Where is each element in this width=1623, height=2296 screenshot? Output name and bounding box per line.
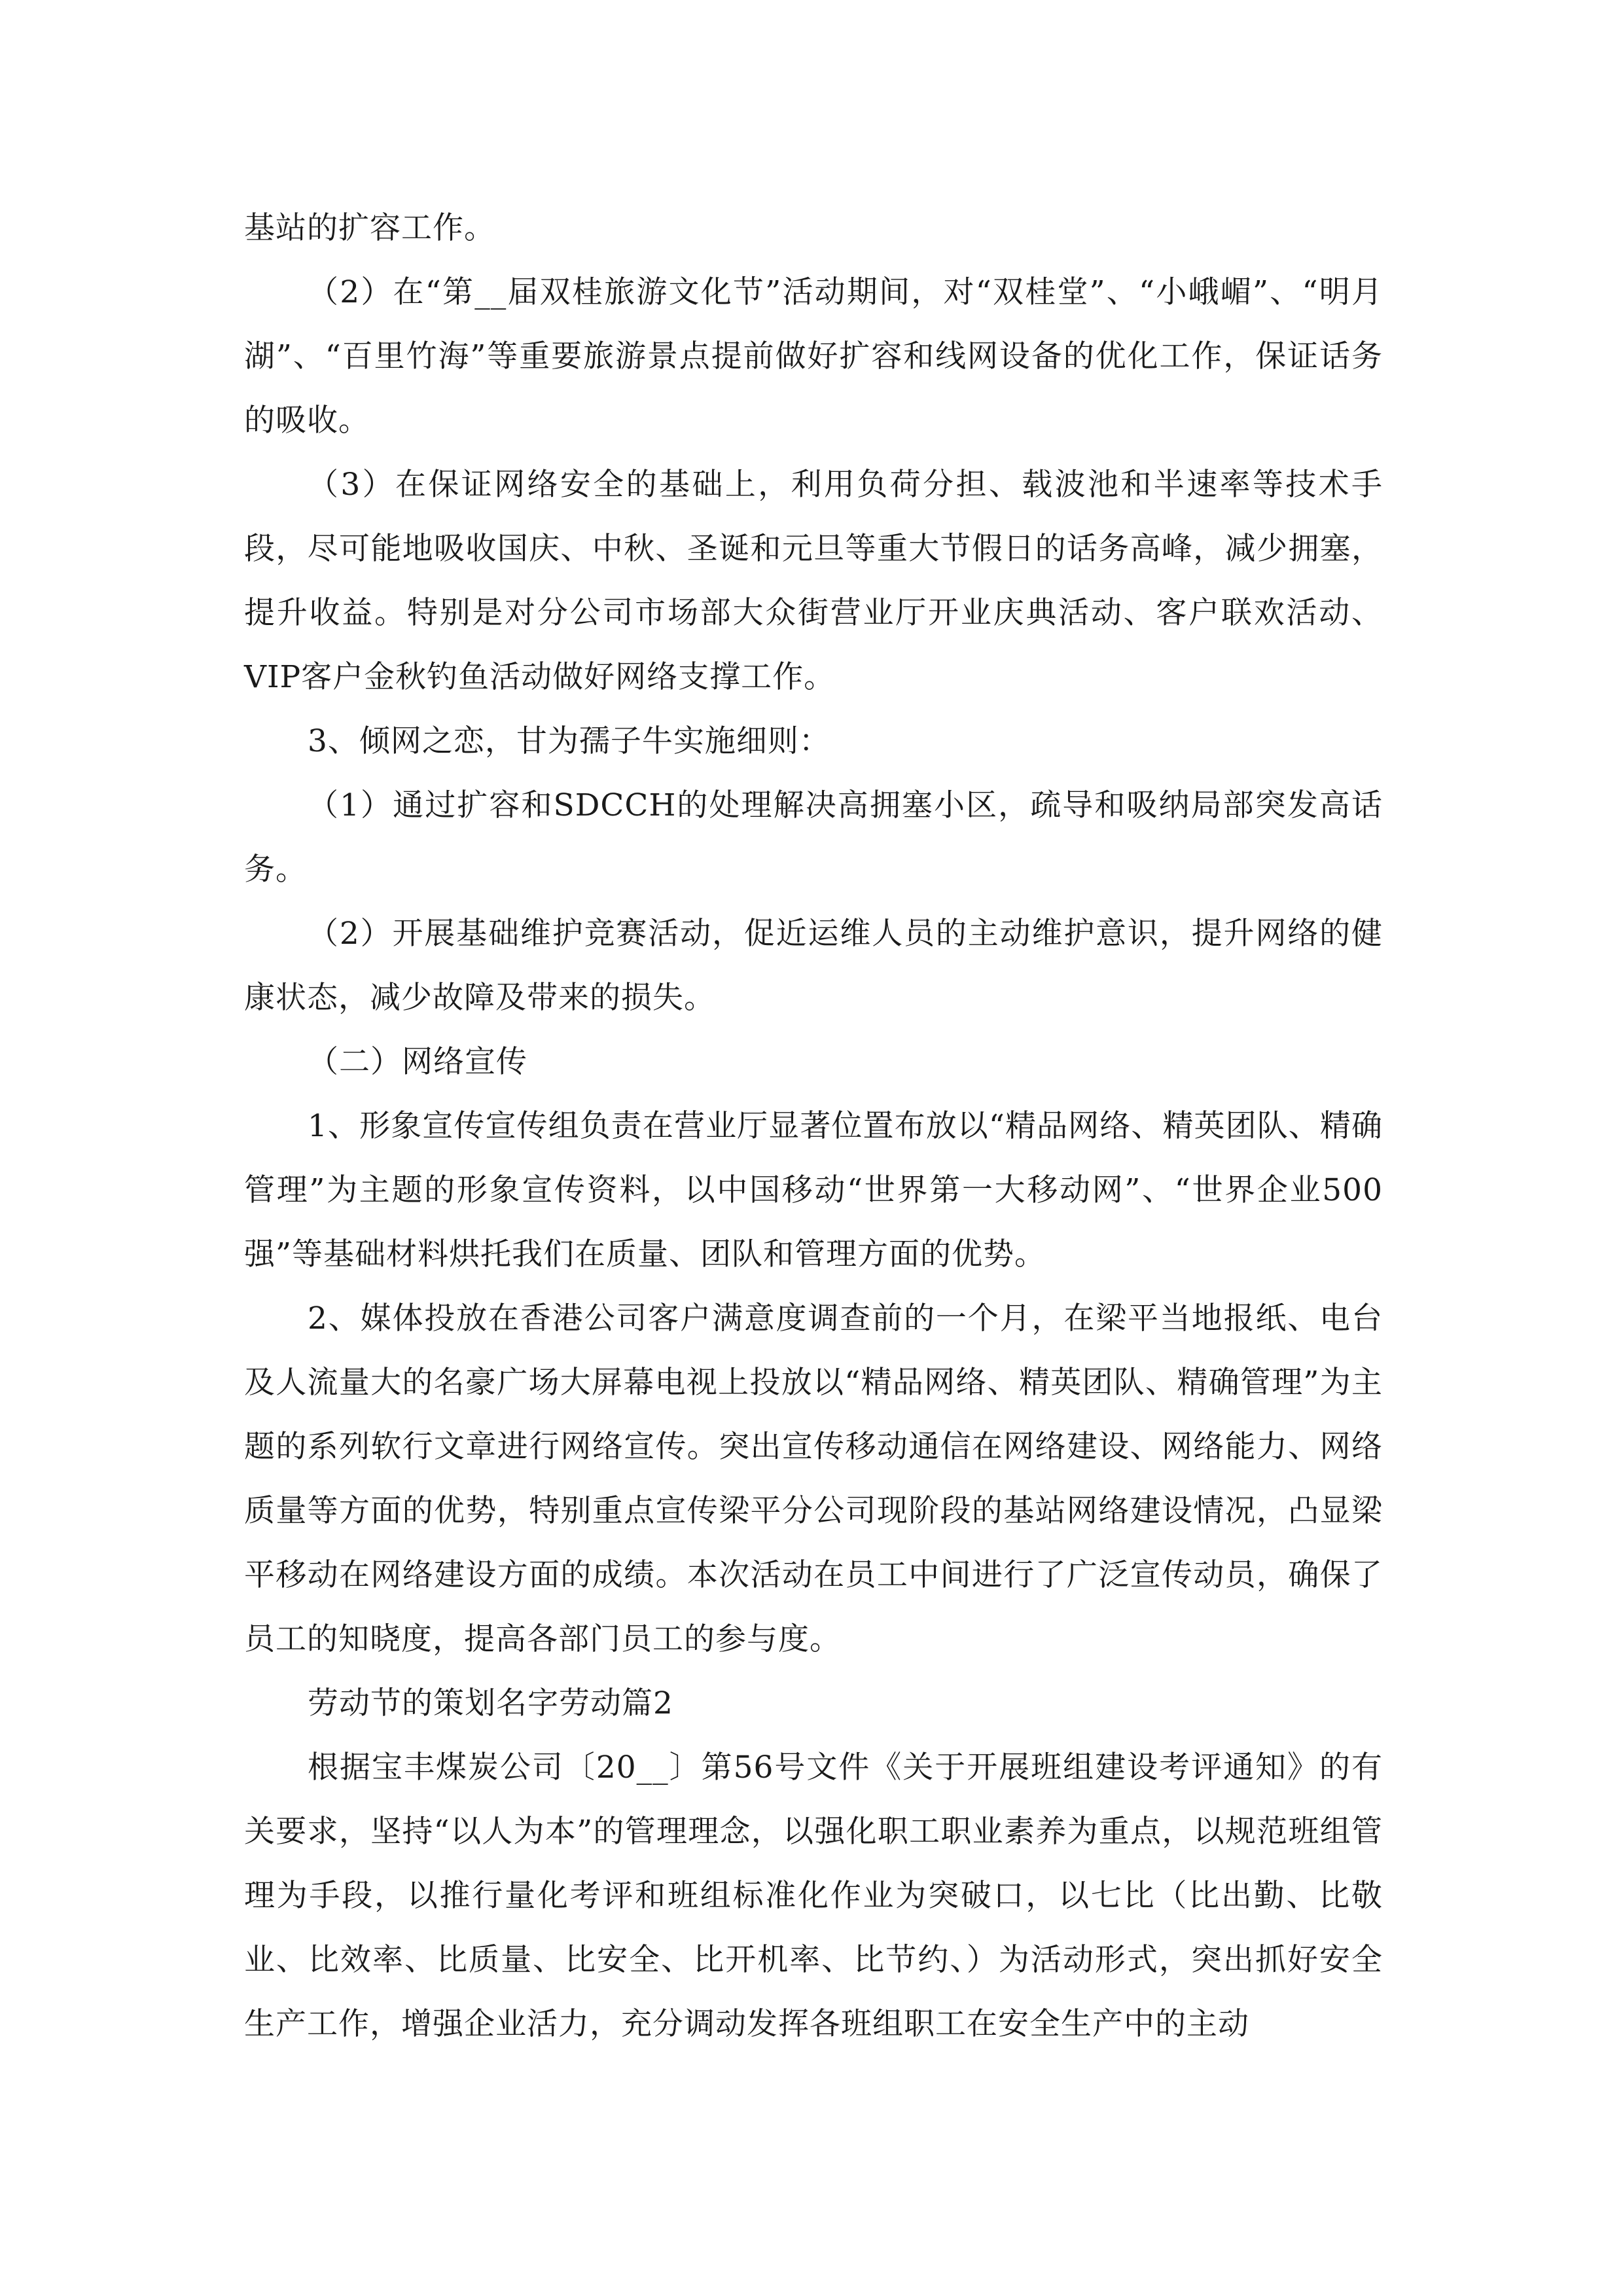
paragraph-image-publicity: 1、形象宣传宣传组负责在营业厅显著位置布放以“精品网络、精英团队、精确管理”为主题的形象宣传资料，以中国移动“世界第一大移动网”、“世界企业500强”等基础材料烘托我们在质量、团队和管理方面的优势。 [244,1108,1383,1272]
paragraph-item-3-holidays: （3）在保证网络安全的基础上，利用负荷分担、载波池和半速率等技术手段，尽可能地吸收国庆、中秋、圣诞和元旦等重大节假日的话务高峰，减少拥塞，提升收益。特别是对分公司市场部大众街营业厅开业庆典活动、客户联欢活动、VIP客户金秋钓鱼活动做好网络支撑工作。 [244,467,1383,695]
paragraph-media-placement: 2、媒体投放在香港公司客户满意度调查前的一个月，在梁平当地报纸、电台及人流量大的名豪广场大屏幕电视上投放以“精品网络、精英团队、精确管理”为主题的系列软行文章进行网络宣传。突出宣传移动通信在网络建设、网络能力、网络质量等方面的优势，特别重点宣传梁平分公司现阶段的基站网络建设情况，凸显梁平移动在网络建设方面的成绩。本次活动在员工中间进行了广泛宣传动员，确保了员工的知晓度，提高各部门员工的参与度。 [244,1300,1383,1657]
paragraph-item-2-festival: （2）在“第__届双桂旅游文化节”活动期间，对“双桂堂”、“小峨嵋”、“明月湖”、“百里竹海”等重要旅游景点提前做好扩容和线网设备的优化工作，保证话务的吸收。 [244,274,1383,439]
paragraph-continuation: 基站的扩容工作。 [244,210,495,246]
paragraph-maintenance: （2）开展基础维护竞赛活动，促近运维人员的主动维护意识，提升网络的健康状态，减少故障及带来的损失。 [244,916,1383,1016]
paragraph-baofeng-coal: 根据宝丰煤炭公司〔20__〕第56号文件《关于开展班组建设考评通知》的有关要求，坚持“以人为本”的管理理念，以强化职工职业素养为重点，以规范班组管理为手段，以推行量化考评和班组标准化作业为突破口，以七比（比出勤、比敬业、比效率、比质量、比安全、比开机率、比节约、）为活动形式，突出抓好安全生产工作，增强企业活力，充分调动发挥各班组职工在安全生产中的主动 [244,1749,1383,2042]
section-heading-network-publicity: （二）网络宣传 [308,1044,527,1080]
article-title-labor-day-2: 劳动节的策划名字劳动篇2 [308,1685,673,1721]
paragraph-section-3-title: 3、倾网之恋，甘为孺子牛实施细则： [308,723,830,759]
document-body [244,196,1383,2056]
paragraph-sdcch: （1）通过扩容和SDCCH的处理解决高拥塞小区，疏导和吸纳局部突发高话务。 [244,787,1383,888]
